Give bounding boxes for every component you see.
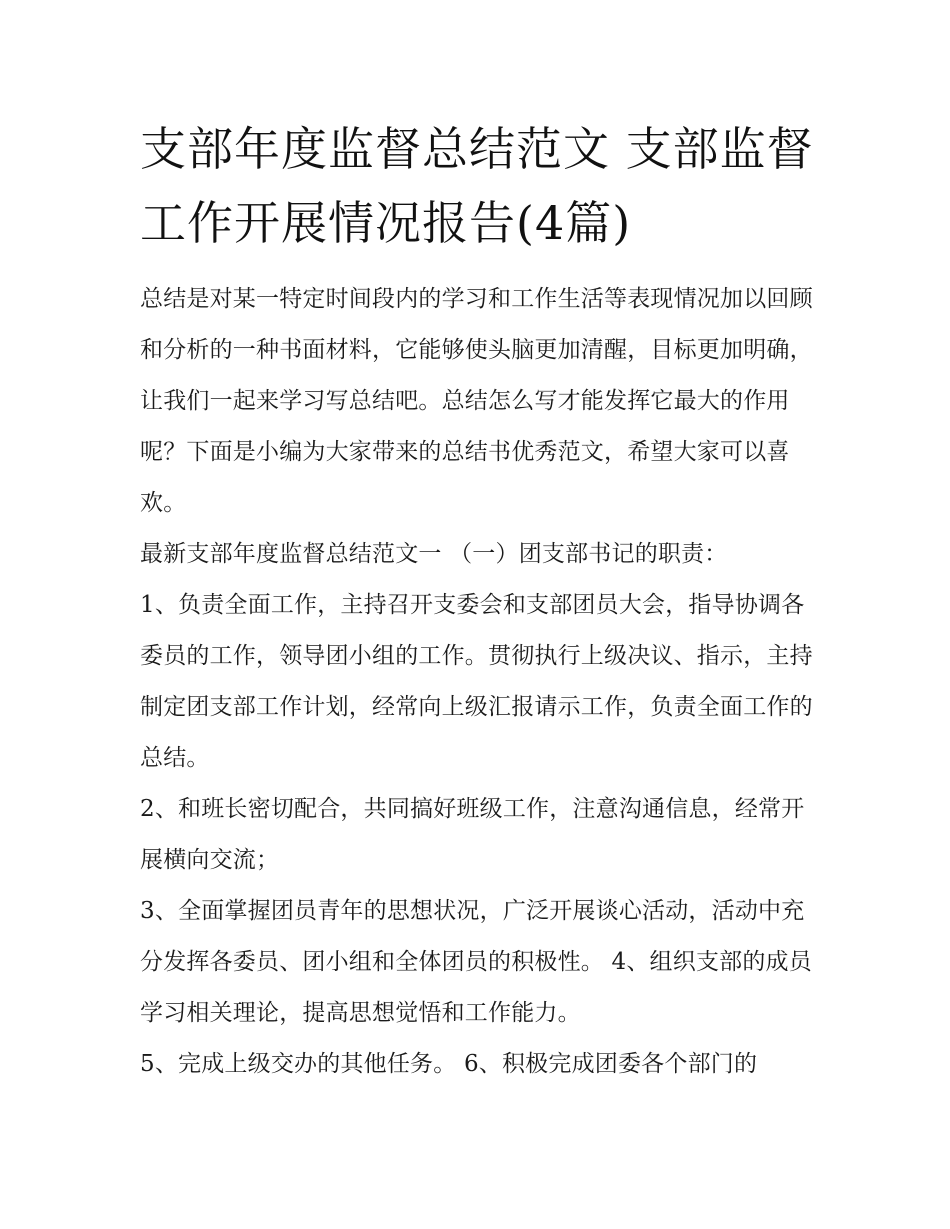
intro-paragraph: 总结是对某一特定时间段内的学习和工作生活等表现情况加以回顾和分析的一种书面材料，它能够使头脑更加清醒，目标更加明确，让我们一起来学习写总结吧。总结怎么写才能发挥它最大的作用呢？下面是小编为大家带来的总结书优秀范文，希望大家可以喜欢。 [140, 286, 813, 516]
duty-item-5-6: 5、完成上级交办的其他任务。 6、积极完成团委各个部门的 [140, 1051, 758, 1077]
duty-item-2: 2、和班长密切配合，共同搞好班级工作，注意沟通信息，经常开展横向交流； [140, 796, 805, 873]
duty-item-1: 1、负责全面工作，主持召开支委会和支部团员大会，指导协调各委员的工作，领导团小组的工作。贯彻执行上级决议、指示，主持制定团支部工作计划，经常向上级汇报请示工作，负责全面工作的总结。 [140, 592, 813, 771]
section-heading-paragraph: 最新支部年度监督总结范文一 （一）团支部书记的职责： [140, 541, 728, 567]
document-content [140, 112, 816, 1090]
document-title: 支部年度监督总结范文 支部监督工作开展情况报告(4篇) [140, 122, 814, 250]
document-body [140, 274, 816, 1090]
duty-item-3-4: 3、全面掌握团员青年的思想状况，广泛开展谈心活动，活动中充分发挥各委员、团小组和全体团员的积极性。 4、组织支部的成员学习相关理论，提高思想觉悟和工作能力。 [140, 898, 812, 1026]
